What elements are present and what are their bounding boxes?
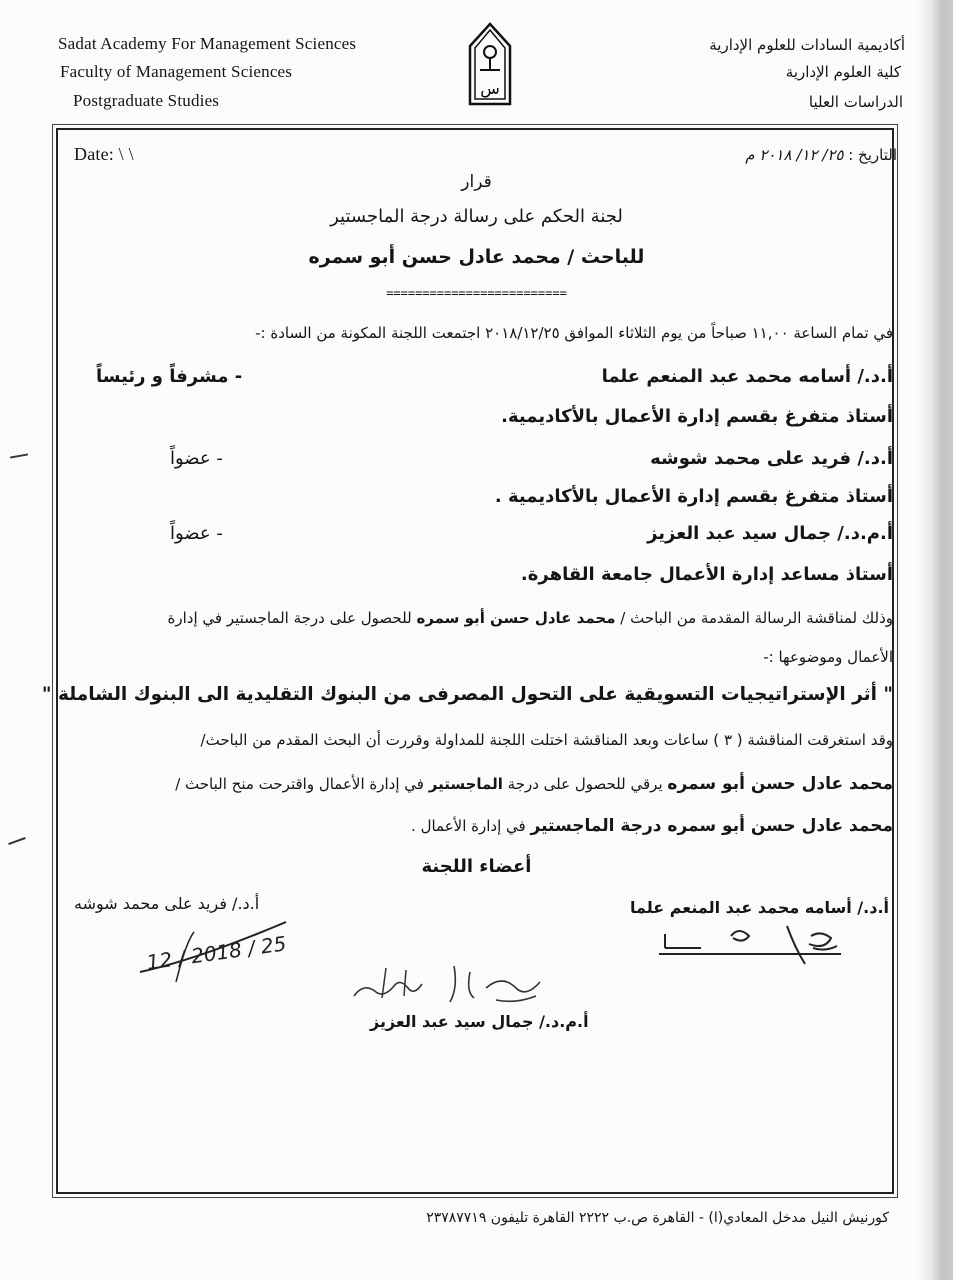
result-degree: الماجستير	[428, 775, 503, 793]
header-ar-line2: كلية العلوم الإدارية	[785, 63, 901, 81]
researcher-title: للباحث / محمد عادل حسن أبو سمره	[308, 246, 645, 268]
date-label-ar-text: التاريخ :	[848, 146, 897, 164]
result-2d: في إدارة الأعمال واقترحت منح الباحث /	[175, 775, 424, 793]
date-value-ar: ٢٥/ ١٢/ ٢٠١٨ م	[745, 146, 844, 164]
logo-letters: س	[480, 79, 500, 98]
date-label-en: Date: \ \	[74, 144, 134, 164]
purpose-1c: للحصول على درجة الماجستير في إدارة	[167, 609, 412, 627]
result-researcher-name: محمد عادل حسن أبو سمره	[667, 774, 893, 794]
academy-logo	[466, 22, 514, 108]
result-line1: وقد استغرقت المناقشة ( ٣ ) ساعات وبعد المناقشة اختلت اللجنة للمداولة وقررت أن البحث المقدم من الباحث/	[200, 731, 893, 749]
handwritten-signature-1	[655, 918, 845, 968]
member3-title: أستاذ مساعد إدارة الأعمال جامعة القاهرة.	[520, 564, 893, 585]
thesis-title: " أثر الإستراتيجيات التسويقية على التحول المصرفى من البنوك التقليدية الى البنوك الشاملة "	[41, 684, 893, 705]
committee-title: لجنة الحكم على رسالة درجة الماجستير	[330, 206, 623, 227]
margin-mark-1	[10, 453, 28, 458]
handwritten-signature-2	[136, 912, 296, 988]
scan-edge-shadow	[917, 0, 953, 1280]
meeting-intro: في تمام الساعة ١١,٠٠ صباحاً من يوم الثلاثاء الموافق ٢٠١٨/١٢/٢٥ اجتمعت اللجنة المكونة من السادة :-	[255, 324, 893, 342]
header-ar-line1: أكاديمية السادات للعلوم الإدارية	[709, 36, 905, 54]
member2-name: أ.د./ فريد على محمد شوشه	[650, 448, 893, 469]
date-label-ar	[745, 146, 897, 164]
purpose-researcher-name: محمد عادل حسن أبو سمره	[416, 609, 616, 627]
committee-members-heading: أعضاء اللجنة	[421, 856, 532, 877]
member1-role: - مشرفاً و رئيساً	[96, 366, 243, 387]
signature-name-3: أ.م.د./ جمال سيد عبد العزيز	[370, 1012, 589, 1031]
member2-role: - عضواً	[170, 448, 223, 469]
purpose-line2: الأعمال وموضوعها :-	[763, 648, 893, 666]
margin-mark-2	[8, 837, 26, 845]
purpose-1a: وذلك لمناقشة الرسالة المقدمة من الباحث /	[620, 609, 893, 627]
header-en-line1: Sadat Academy For Management Sciences	[58, 34, 357, 53]
member3-role: - عضواً	[170, 523, 223, 544]
title-separator: =========================	[386, 286, 567, 300]
result-line3	[411, 816, 893, 836]
purpose-line1	[168, 609, 893, 627]
result-line2	[175, 774, 893, 794]
handwritten-signature-3	[346, 958, 556, 1010]
header-en-line2: Faculty of Management Sciences	[60, 62, 293, 81]
member1-name: أ.د./ أسامه محمد عبد المنعم علما	[601, 366, 893, 387]
signature-name-1: أ.د./ أسامه محمد عبد المنعم علما	[629, 898, 889, 917]
header-en-line3: Postgraduate Studies	[73, 91, 220, 110]
member3-name: أ.م.د./ جمال سيد عبد العزيز	[647, 523, 893, 544]
result-grant: محمد عادل حسن أبو سمره درجة الماجستير	[530, 816, 893, 836]
footer-address: كورنيش النيل مدخل المعادي(ا) - القاهرة ص.ب ٢٢٢٢ القاهرة تليفون ٢٣٧٨٧٧١٩	[426, 1210, 889, 1226]
result-3b: في إدارة الأعمال .	[411, 817, 526, 835]
decision-title: قرار	[461, 172, 492, 192]
member2-title: أستاذ متفرغ بقسم إدارة الأعمال بالأكاديمية .	[494, 486, 893, 507]
member1-title: أستاذ متفرغ بقسم إدارة الأعمال بالأكاديمية.	[501, 406, 893, 427]
handwritten-date: 12 / 2018 / 25	[145, 931, 288, 975]
header-ar-line3: الدراسات العليا	[808, 93, 903, 111]
signature-name-2: أ.د./ فريد على محمد شوشه	[74, 894, 260, 913]
result-2b: يرقي للحصول على درجة	[507, 775, 663, 793]
